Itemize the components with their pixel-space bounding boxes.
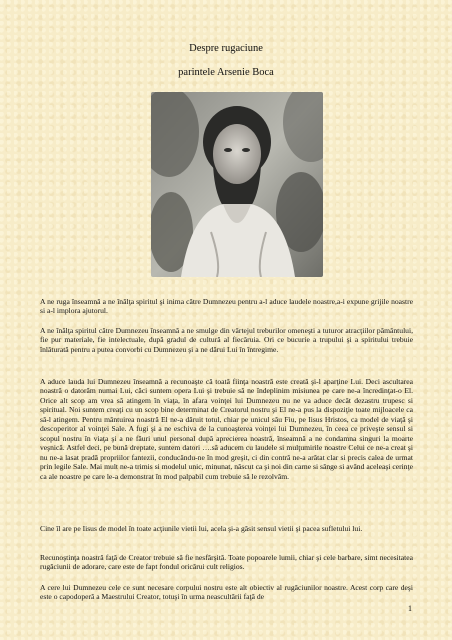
page-number: 1 (408, 604, 412, 613)
paragraph-6: A cere lui Dumnezeu cele ce sunt necesare corpului nostru este alt obiectiv al rugăciunilor noastre. Acest corp care deşi este o capodoperă a Maestrului Creator, totuşi în urma neascultării faţă de (40, 583, 413, 602)
paragraph-5: Recunoştinţa noastră faţă de Creator trebuie să fie nesfârşită. Toate popoarele lumii, chiar şi cele barbare, simt necesitatea rugăciunii de adorare, care este de fapt fondul oricărui cult religios. (40, 553, 413, 572)
paragraph-1: A ne ruga înseamnă a ne înălţa spiritul şi inima către Dumnezeu pentru a-l aduce laudele noastre,a-i expune grijile noastre si a-l implora ajutorul. (40, 297, 413, 316)
paragraph-2: A ne înălţa spiritul către Dumnezeu înseamnă a ne smulge din vârtejul treburilor omeneşti a tuturor atracţiilor pământului, fie pur materiale, fie intelectuale, după gradul de cultură al fiecăruia. Ori ce bucurie a trupului şi a spiritului trebuie înlăturată pentru a putea convorbi cu Dumnezeu şi a ne dărui Lui în întregime. (40, 326, 413, 354)
document-author: parintele Arsenie Boca (178, 67, 274, 78)
paragraph-4: Cine îl are pe Iisus de model în toate acţiunile vietii lui, acela şi-a găsit sensul vietii şi pacea sufletului lui. (40, 524, 363, 533)
portrait-photo (151, 92, 323, 277)
document-title: Despre rugaciune (189, 43, 263, 54)
paragraph-3: A aduce lauda lui Dumnezeu înseamnă a recunoaşte că toată fiinţa noastră este creată şi-l aparţine Lui. Deci ascultarea noastră o datorăm numai Lui, căci suntem opera Lui şi trebuie să ne îndeplinim misiunea pe care ne-a încredinţat-o El. Orice alt scop am vrea să atingem în viaţa, în afara voinţei lui Dumnezeu nu ne va aduce decât dezastru trupesc si spiritual. Noi suntem creaţi cu un scop bine determinat de Creatorul nostru şi El ne-a pus la dispoziţie toate mijloacele ca să-l atingem. Pentru mântuirea noastră El ne-a dăruit totul, chiar pe unicul său Fiu, pe Iisus Hristos, ca model de viaţă şi descoperitor al voinţei Sale. A fugi şi a ne eschiva de la cunoaşterea voinţei lui Dumnezeu, în ceea ce priveşte sensul si scopul nostru în viaţa şi a ne făuri unul personal după aprecierea noastră, înseamnă a ne condamna singuri la moarte veşnică. Astfel deci, pe bună dreptate, suntem datori ….să aducem cu laudele si mulţumirile noastre Celui ce ne-a creat şi nu ne-a lasat pradă propriilor fantezii, conducându-ne în mod greşit, ci din contră ne-a arătat clar si precis calea de urmat prin legile Sale. Mai mult ne-a trimis si modelul unic, minunat, născut ca şi noi din carne si sânge si având aceleaşi cerinţe ca ale noastre pe care le-a demonstrat în mod palpabil cum trebuie să le rezolvăm. (40, 377, 413, 481)
